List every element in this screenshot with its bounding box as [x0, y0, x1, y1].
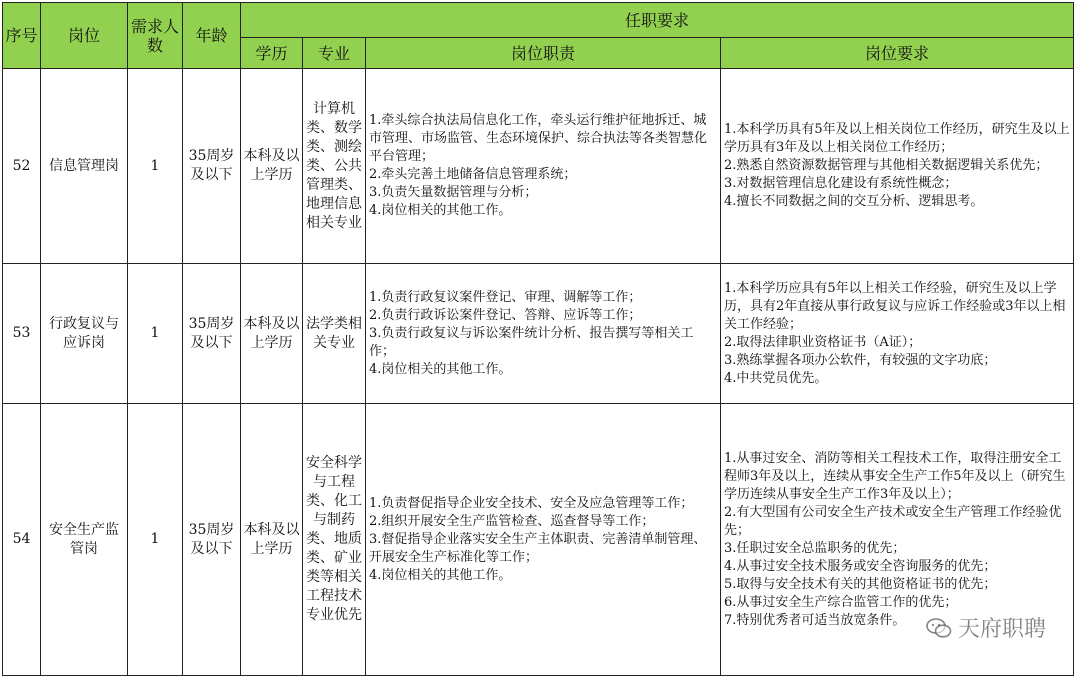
row-post: 信息管理岗 [41, 69, 128, 264]
table-row [3, 264, 1074, 404]
requirement-line: 3.对数据管理信息化建设有系统性概念； [724, 176, 958, 191]
row-count: 1 [128, 404, 183, 676]
requirement-line: 5.取得与安全技术有关的其他资格证书的优先； [724, 576, 997, 592]
header-duties: 岗位职责 [366, 38, 721, 69]
row-count: 1 [128, 69, 183, 264]
row-count: 1 [128, 264, 183, 404]
row-major: 安全科学与工程类、化工与制药类、地质类、矿业类等相关工程技术专业优先 [303, 404, 366, 676]
table-row [3, 69, 1074, 264]
requirement-line: 6.从事过安全生产综合监管工作的优先； [724, 594, 958, 610]
row-education: 本科及以上学历 [241, 404, 303, 676]
requirement-line: 4.擅长不同数据之间的交互分析、逻辑思考。 [724, 194, 984, 209]
duty-line: 2.组织开展安全生产监管检查、巡查督导等工作； [369, 513, 655, 529]
row-education: 本科及以上学历 [241, 69, 303, 264]
duty-line: 2.负责行政诉讼案件登记、答辩、应诉等工作； [369, 307, 642, 323]
duty-line: 3.负责行政复议与诉讼案件统计分析、报告撰写等相关工作； [369, 325, 694, 359]
row-education: 本科及以上学历 [241, 264, 303, 404]
row-requirements [721, 264, 1074, 404]
requirement-line: 3.熟练掌握各项办公软件，有较强的文字功底； [724, 352, 997, 368]
row-age: 35周岁及以下 [183, 69, 241, 264]
header-seq: 序号 [3, 3, 41, 69]
header-education: 学历 [241, 38, 303, 69]
duty-line: 1.负责行政复议案件登记、审理、调解等工作； [369, 289, 642, 305]
row-duties [366, 264, 721, 404]
row-post: 行政复议与应诉岗 [41, 264, 128, 404]
row-major: 计算机类、数学类、测绘类、公共管理类、地理信息相关专业 [303, 69, 366, 264]
row-requirements [721, 69, 1074, 264]
header-count: 需求人数 [128, 3, 183, 69]
header-post: 岗位 [41, 3, 128, 69]
requirement-line: 2.有大型国有公司安全生产技术或安全生产管理工作经验优先； [724, 504, 1062, 538]
requirement-line: 3.任职过安全总监职务的优先； [724, 540, 906, 556]
requirement-line: 1.本科学历应具有5年以上相关工作经验，研究生及以上学历，具有2年直接从事行政复议与应诉工作经验或3年以上相关工作经验； [724, 280, 1066, 332]
header-major: 专业 [303, 38, 366, 69]
header-age: 年龄 [183, 3, 241, 69]
requirement-line: 2.取得法律职业资格证书（A证）； [724, 334, 922, 350]
requirement-line: 1.从事过安全、消防等相关工程技术工作，取得注册安全工程师3年及以上，连续从事安全生产工作5年及以上（研究生学历连续从事安全生产工作3年及以上）； [724, 450, 1066, 502]
table-row [3, 404, 1074, 676]
row-seq: 52 [3, 69, 41, 264]
row-seq: 53 [3, 264, 41, 404]
requirement-line: 2.熟悉自然资源数据管理与其他相关数据逻辑关系优先； [724, 158, 1049, 173]
wechat-icon [926, 618, 952, 638]
duty-line: 3.负责矢量数据管理与分析； [369, 185, 538, 200]
job-requirements-table [2, 2, 1074, 676]
duty-line: 3.督促指导企业落实安全生产主体职责、完善清单制管理、开展安全生产标准化等工作； [369, 531, 707, 565]
duty-line: 4.岗位相关的其他工作。 [369, 203, 512, 218]
watermark [926, 612, 1046, 643]
row-seq: 54 [3, 404, 41, 676]
requirement-line: 7.特别优秀者可适当放宽条件。 [724, 612, 906, 628]
row-age: 35周岁及以下 [183, 264, 241, 404]
duty-line: 1.牵头综合执法局信息化工作，牵头运行维护征地拆迁、城市管理、市场监管、生态环境保护、综合执法等各类智慧化平台管理； [369, 113, 708, 164]
row-age: 35周岁及以下 [183, 404, 241, 676]
duty-line: 2.牵头完善土地储备信息管理系统； [369, 167, 577, 182]
requirement-line: 4.中共党员优先。 [724, 370, 828, 386]
duty-line: 4.岗位相关的其他工作。 [369, 567, 512, 583]
row-post: 安全生产监管岗 [41, 404, 128, 676]
duty-line: 1.负责督促指导企业安全技术、安全及应急管理等工作； [369, 495, 694, 511]
requirement-line: 4.从事过安全技术服务或安全咨询服务的优先； [724, 558, 997, 574]
watermark-text: 天府职聘 [957, 617, 1046, 642]
requirement-line: 1.本科学历具有5年及以上相关岗位工作经历，研究生及以上学历具有3年及以上相关岗位工作经历； [724, 122, 1070, 155]
row-duties [366, 404, 721, 676]
header-requirements-group: 任职要求 [241, 3, 1074, 38]
row-duties [366, 69, 721, 264]
duty-line: 4.岗位相关的其他工作。 [369, 361, 512, 377]
row-major: 法学类相关专业 [303, 264, 366, 404]
header-post-requirements: 岗位要求 [721, 38, 1074, 69]
